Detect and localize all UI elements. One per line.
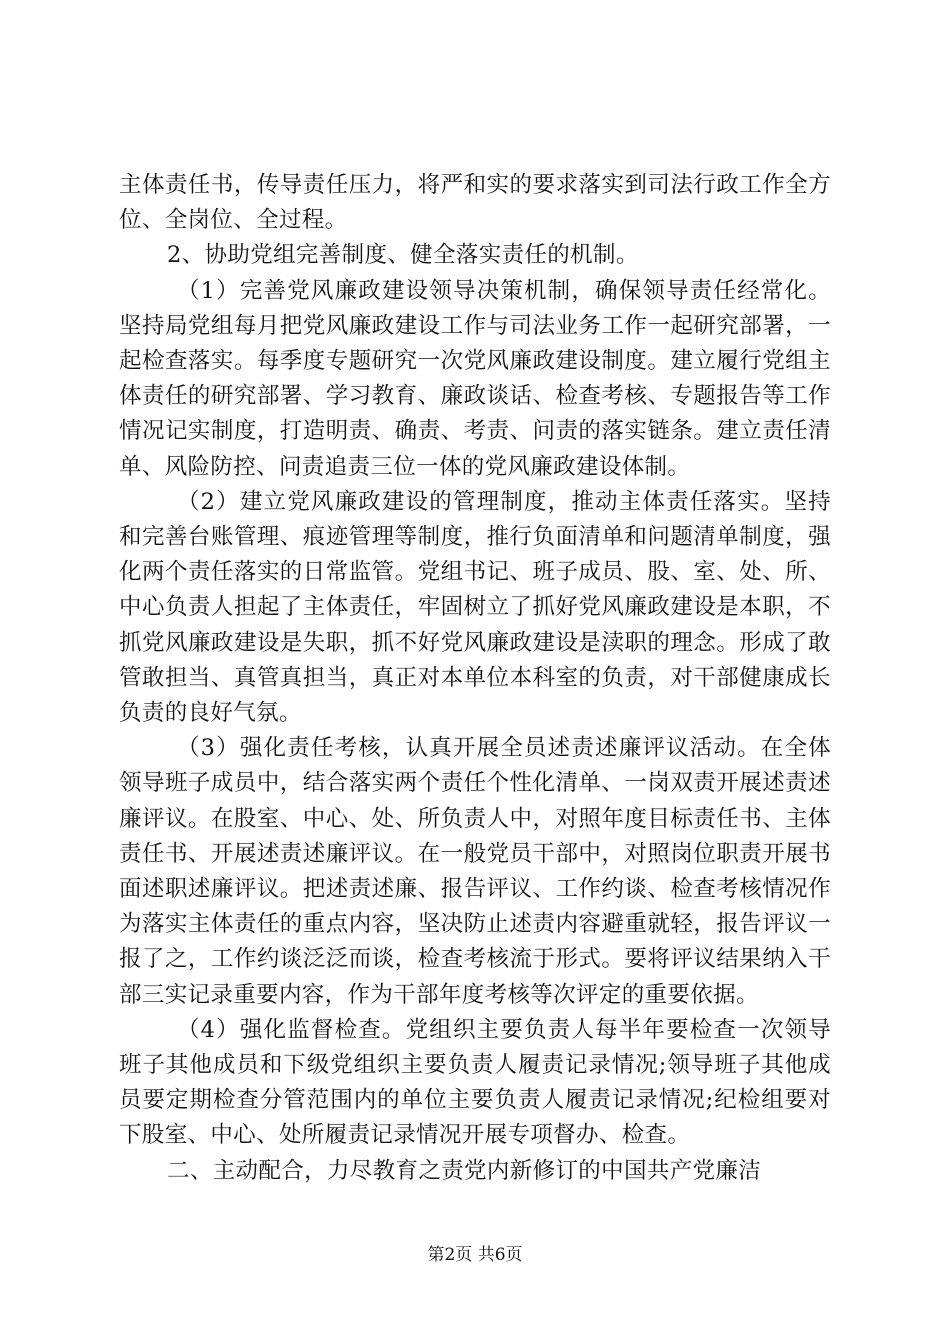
paragraph-item-1: （1）完善党风廉政建设领导决策机制，确保领导责任经常化。坚持局党组每月把党风廉政建设工作与司法业务工作一起研究部署，一起检查落实。每季度专题研究一次党风廉政建设制度。建立履行党组主体责任的研究部署、学习教育、廉政谈话、检查考核、专题报告等工作情况记实制度，打造明责、确责、考责、问责的落实链条。建立责任清单、风险防控、问责追责三位一体的党风廉政建设体制。 (119, 277, 831, 480)
paragraph-section-heading: 2、协助党组完善制度、健全落实责任的机制。 (167, 242, 639, 269)
paragraph-item-2: （2）建立党风廉政建设的管理制度，推动主体责任落实。坚持和完善台账管理、痕迹管理等制度，推行负面清单和问题清单制度，强化两个责任落实的日常监管。党组书记、班子成员、股、室、处、所、中心负责人担起了主体责任，牢固树立了抓好党风廉政建设是本职，不抓党风廉政建设是失职，抓不好党风廉政建设是渎职的理念。形成了敢管敢担当、真管真担当，真正对本单位本科室的负责，对干部健康成长负责的良好气氛。 (119, 488, 831, 727)
paragraph-continuation: 主体责任书，传导责任压力，将严和实的要求落实到司法行政工作全方位、全岗位、全过程。 (119, 172, 831, 234)
paragraph-item-4: （4）强化监督检查。党组织主要负责人每半年要检查一次领导班子其他成员和下级党组织主要负责人履责记录情况;领导班子其他成员要定期检查分管范围内的单位主要负责人履责记录情况;纪检组要对下股室、中心、处所履责记录情况开展专项督办、检查。 (119, 1016, 831, 1149)
paragraph-item-3: （3）强化责任考核，认真开展全员述责述廉评议活动。在全体领导班子成员中，结合落实两个责任个性化清单、一岗双责开展述责述廉评议。在股室、中心、处、所负责人中，对照年度目标责任书、主体责任书、开展述责述廉评议。在一般党员干部中，对照岗位职责开展书面述职述廉评议。把述责述廉、报告评议、工作约谈、检查考核情况作为落实主体责任的重点内容，坚决防止述责内容避重就轻，报告评议一报了之，工作约谈泛泛而谈，检查考核流于形式。要将评议结果纳入干部三实记录重要内容，作为干部年度考核等次评定的重要依据。 (119, 735, 831, 1008)
document-body (119, 168, 831, 1189)
page-number-footer: 第2页 共6页 (427, 1245, 523, 1265)
paragraph-chapter-two: 二、主动配合，力尽教育之责党内新修订的中国共产党廉洁 (167, 1157, 762, 1184)
